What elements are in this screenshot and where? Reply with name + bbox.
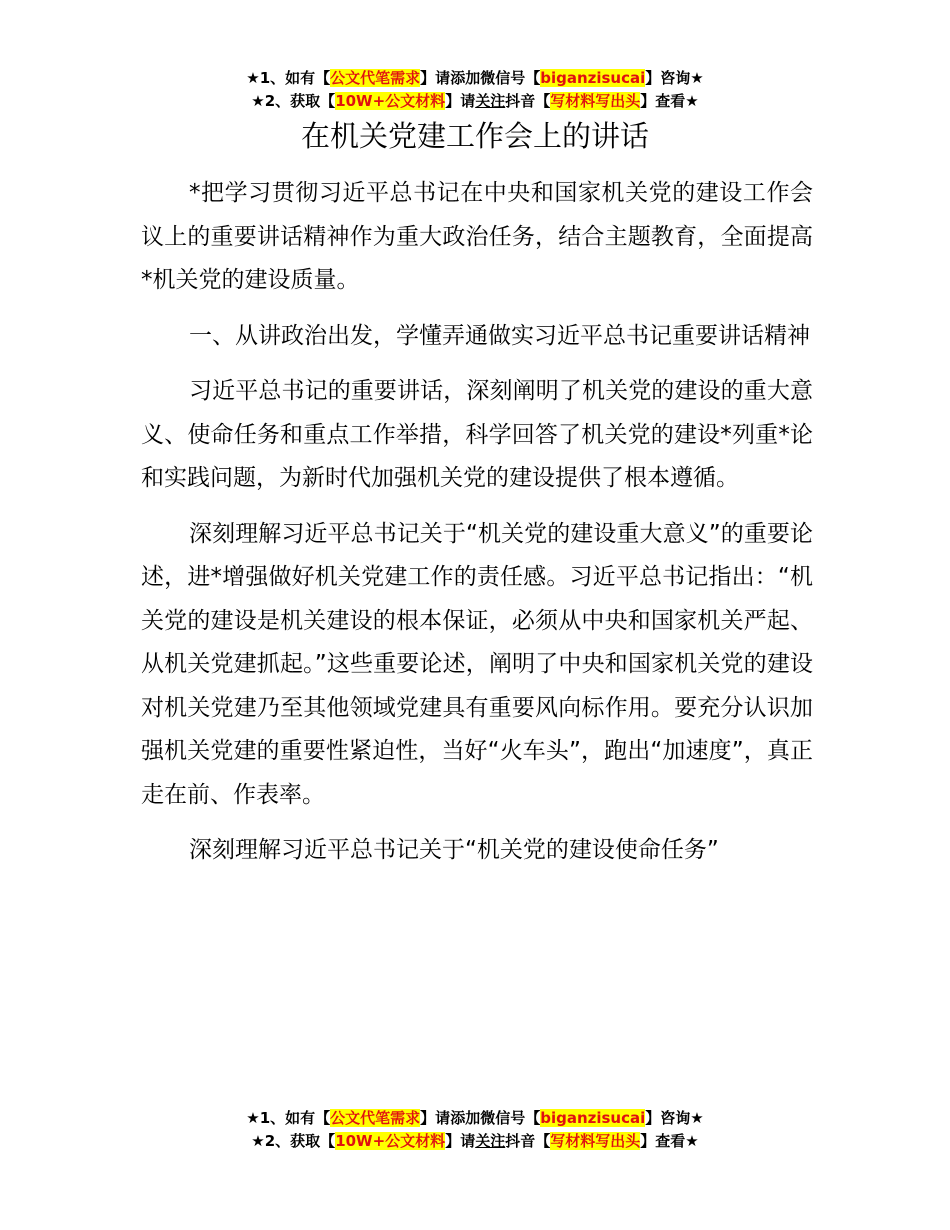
section-heading: 一、从讲政治出发，学懂弄通做实习近平总书记重要讲话精神 <box>189 322 810 349</box>
banner-highlight: 10W+公文材料 <box>335 1132 446 1150</box>
footer-banner <box>0 1107 950 1153</box>
banner-highlight: 写材料写出头 <box>550 92 641 110</box>
paragraph: 深刻理解习近平总书记关于“机关党的建设使命任务” <box>189 837 719 863</box>
banner-line-2: ★2、获取【10W+公文材料】请关注抖音【写材料写出头】查看★ <box>251 92 699 110</box>
banner-line-1: ★1、如有【公文代笔需求】请添加微信号【biganzisucai】咨询★ <box>246 69 704 87</box>
banner-line-1: ★1、如有【公文代笔需求】请添加微信号【biganzisucai】咨询★ <box>246 1109 704 1127</box>
banner-highlight: 写材料写出头 <box>550 1132 641 1150</box>
banner-highlight: 公文代笔需求 <box>330 69 421 87</box>
banner-highlight: biganzisucai <box>540 1109 646 1127</box>
banner-highlight: biganzisucai <box>540 69 646 87</box>
banner-highlight: 10W+公文材料 <box>335 92 446 110</box>
document-title: 在机关党建工作会上的讲话 <box>300 119 649 153</box>
paragraph: 深刻理解习近平总书记关于“机关党的建设重大意义”的重要论述，进*增强做好机关党建工作的责任感。习近平总书记指出：“机关党的建设是机关建设的根本保证，必须从中央和国家机关严起、从机关党建抓起。”这些重要论述，阐明了中央和国家机关党的建设对机关党建乃至其他领域党建具有重要风向标作用。要充分认识加强机关党建的重要性紧迫性，当好“火车头”，跑出“加速度”，真正走在前、作表率。 <box>141 520 813 808</box>
paragraph: 习近平总书记的重要讲话，深刻阐明了机关党的建设的重大意义、使命任务和重点工作举措，科学回答了机关党的建设*列重*论和实践问题，为新时代加强机关党的建设提供了根本遵循。 <box>141 378 813 491</box>
paragraph: *把学习贯彻习近平总书记在中央和国家机关党的建设工作会议上的重要讲话精神作为重大政治任务，结合主题教育，全面提高*机关党的建设质量。 <box>141 180 813 293</box>
banner-line-2: ★2、获取【10W+公文材料】请关注抖音【写材料写出头】查看★ <box>251 1132 699 1150</box>
header-banner <box>0 67 950 113</box>
banner-highlight: 公文代笔需求 <box>330 1109 421 1127</box>
document-body <box>141 172 813 885</box>
